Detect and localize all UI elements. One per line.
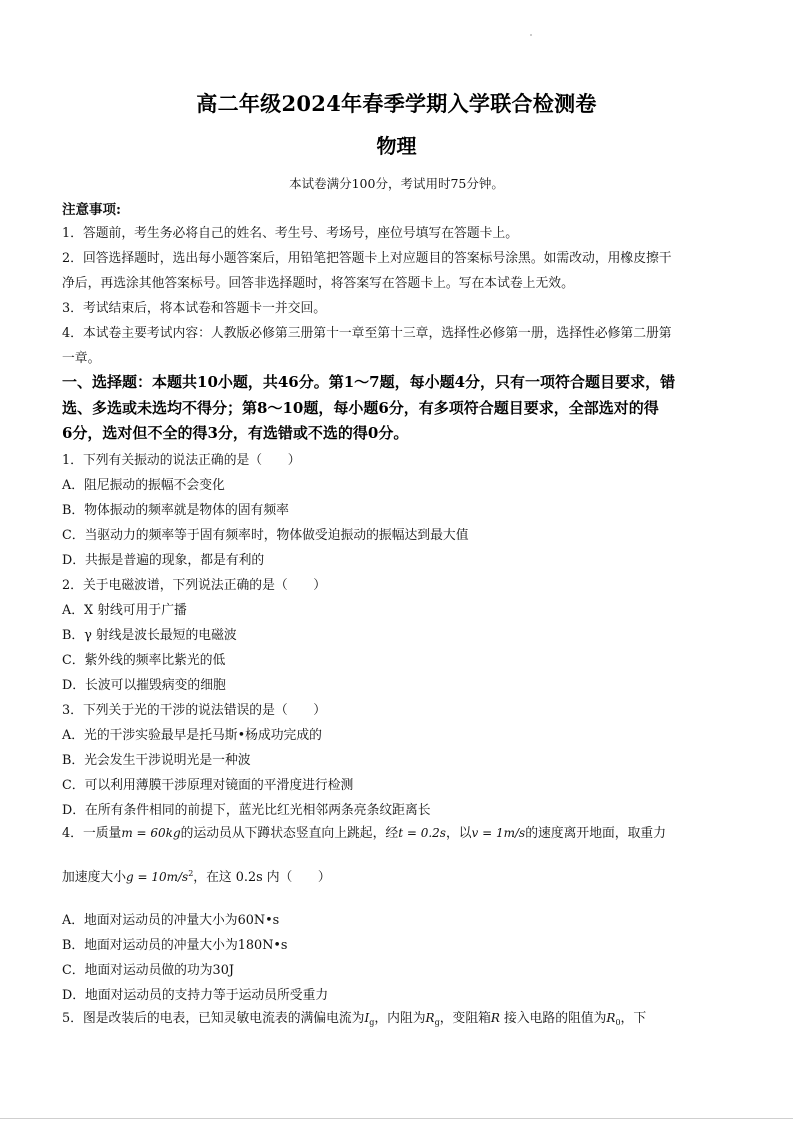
section-heading: 6分，选对但不全的得3分，有选错或不选的得0分。 (62, 424, 409, 442)
stem-text: 5．图是改装后的电表，已知灵敏电流表的满偏电流为 (62, 1011, 365, 1026)
resistance-symbol: R (425, 1011, 435, 1025)
rheostat-value-subscript: 0 (615, 1018, 621, 1027)
section-heading: 选、多选或未选均不得分；第8～10题，每小题6分，有多项符合题目要求，全部选对的得 (62, 399, 659, 417)
section-heading: 一、选择题：本题共10小题，共46分。第1～7题，每小题4分，只有一项符合题目要求，错 (62, 373, 676, 391)
velocity-expression: v = 1m/s (471, 826, 526, 840)
page-bottom-rule (0, 1118, 793, 1119)
stem-text: ，在这 0.2s 内（ ） (193, 870, 331, 885)
gravity-exponent: 2 (188, 869, 194, 878)
notice-item: 3．考试结束后，将本试卷和答题卡一并交回。 (62, 301, 327, 316)
mass-expression: m = 60kg (121, 826, 181, 840)
question-stem-continued (62, 866, 331, 885)
stem-text: ，下 (620, 1011, 647, 1026)
answer-option: B．物体振动的频率就是物体的固有频率 (62, 503, 289, 518)
answer-option: B．光会发生干涉说明光是一种波 (62, 753, 251, 768)
answer-option: C．可以利用薄膜干涉原理对镜面的平滑度进行检测 (62, 778, 354, 793)
answer-option: A．地面对运动员的冲量大小为60N•s (62, 913, 280, 928)
notice-item: 2．回答选择题时，选出每小题答案后，用铅笔把答题卡上对应题目的答案标号涂黑。如需改动，用橡皮擦干 (62, 251, 672, 266)
stem-text: 4．一质量 (62, 826, 122, 841)
answer-option: B．地面对运动员的冲量大小为180N•s (62, 938, 288, 953)
stem-text: 加速度大小 (62, 870, 126, 885)
stem-text: ，内阻为 (374, 1011, 426, 1026)
notice-item: 净后，再选涂其他答案标号。回答非选择题时，将答案写在答题卡上。写在本试卷上无效。 (62, 276, 574, 291)
subject-title: 物理 (376, 134, 417, 158)
answer-option: C．紫外线的频率比紫光的低 (62, 653, 226, 668)
gravity-expression: g = 10m/s (125, 870, 189, 884)
answer-option: A．光的干涉实验最早是托马斯•杨成功完成的 (62, 728, 322, 743)
question-stem (62, 822, 666, 841)
scan-speck (530, 34, 532, 36)
stem-text: ，以 (445, 826, 472, 841)
current-symbol: I (364, 1011, 370, 1025)
time-expression: t = 0.2s (398, 826, 446, 840)
exam-title: 高二年级2024年春季学期入学联合检测卷 (196, 91, 597, 116)
notice-item: 4．本试卷主要考试内容：人教版必修第三册第十一章至第十三章，选择性必修第一册，选择性必修第二册第 (62, 326, 672, 341)
exam-info: 本试卷满分100分，考试用时75分钟。 (289, 176, 504, 191)
stem-text: 的运动员从下蹲状态竖直向上跳起，经 (180, 826, 399, 841)
answer-option: B．γ 射线是波长最短的电磁波 (62, 628, 237, 643)
answer-option: C．地面对运动员做的功为30J (62, 963, 234, 978)
rheostat-symbol: R (490, 1011, 500, 1025)
answer-option: D．共振是普遍的现象，都是有利的 (62, 553, 265, 568)
answer-option: D．在所有条件相同的前提下，蓝光比红光相邻两条亮条纹距离长 (62, 803, 431, 818)
stem-text: ，变阻箱 (439, 1011, 491, 1026)
rheostat-value-symbol: R (606, 1011, 616, 1025)
answer-option: C．当驱动力的频率等于固有频率时，物体做受迫振动的振幅达到最大值 (62, 528, 469, 543)
question-stem: 3．下列关于光的干涉的说法错误的是（ ） (62, 703, 327, 718)
stem-text: 接入电路的阻值为 (499, 1011, 607, 1026)
resistance-subscript: g (434, 1018, 440, 1027)
question-stem: 2．关于电磁波谱，下列说法正确的是（ ） (62, 578, 327, 593)
stem-text: 的速度离开地面，取重力 (525, 826, 666, 841)
notice-item: 一章。 (62, 351, 101, 366)
answer-option: A．阻尼振动的振幅不会变化 (62, 478, 225, 493)
answer-option: D．长波可以摧毁病变的细胞 (62, 678, 226, 693)
answer-option: A．X 射线可用于广播 (62, 603, 187, 618)
current-subscript: g (369, 1018, 375, 1027)
answer-option: D．地面对运动员的支持力等于运动员所受重力 (62, 988, 329, 1003)
notice-item: 1．答题前，考生务必将自己的姓名、考生号、考场号，座位号填写在答题卡上。 (62, 226, 519, 241)
question-stem: 1．下列有关振动的说法正确的是（ ） (62, 453, 301, 468)
notice-heading: 注意事项: (62, 202, 121, 218)
question-stem (62, 1007, 646, 1027)
